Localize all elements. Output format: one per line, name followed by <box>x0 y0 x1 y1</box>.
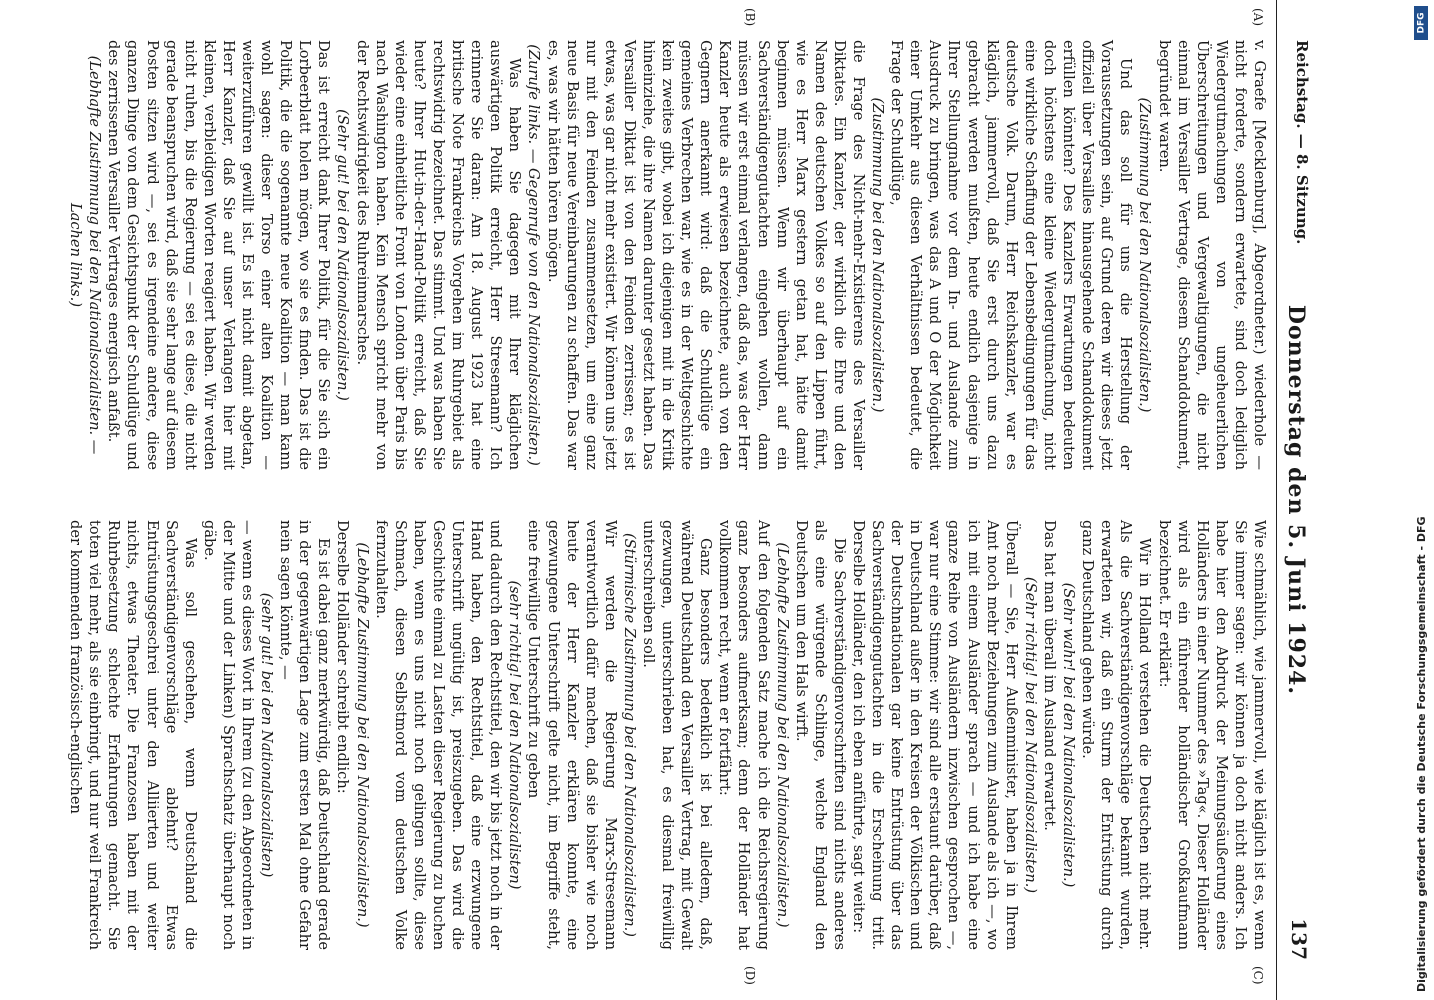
stage-direction: (Stürmische Zustimmung bei den Nationalsozialisten.) <box>620 532 638 938</box>
stage-direction: (sehr gut! bei den Nationalsozialisten) <box>258 592 276 878</box>
dfg-logo <box>1414 6 1428 40</box>
paragraph: Ganz besonders bedenklich ist bei alledem, daß, während Deutschland den Versailler Vertrag, mit Gewalt gezwungen, unterschrieben hat, es diesmal freiwillig unterschreiben soll. <box>640 520 715 950</box>
stage-direction: (Sehr richtig! bei den Nationalsozialisten.) <box>1021 576 1039 894</box>
stage-direction: (sehr richtig! bei den Nationalsozialisten) <box>506 580 524 890</box>
page-header <box>1276 0 1317 1000</box>
paragraph: v. Graefe [Mecklenburg], Abgeordneter.) wiederhole — nicht forderte, sondern erwartete, sind doch lediglich Wiedergutmachungen von ungeheuerlichen Überschreitungen und Vergewaltigungen, die nicht einmal im Versailler Vertrage, diesem Schanddokument, begründet waren. <box>1155 40 1268 470</box>
paragraph: Das hat man überall im Ausland erwartet. <box>1040 520 1058 831</box>
left-column <box>67 40 1269 470</box>
paragraph: Es ist dabei ganz merkwürdig, daß Deutschland gerade in der gegenwärtigen Lage zum ersten Mal ohne Gefahr nein sagen könnte, — <box>277 520 333 950</box>
paragraph: Was soll geschehen, wenn Deutschland die Sachverständigenvorschläge ablehnt? Etwas Entrüstungsgeschrei unter den Alliierten und weiter nichts, etwas Theater. Die Franzosen haben mit der Ruhrbesetzung schlechte Erfahrungen gemacht. Sie toten viel mehr, als sie einbringt, und nur weil Frankreich der kommenden französisch-englischen <box>67 520 199 950</box>
stage-direction: (Zustimmung bei den Nationalsozialisten.) <box>1136 97 1154 413</box>
paragraph: Derselbe Holländer schreibt endlich: <box>334 520 352 794</box>
margin-mark-d: (D) <box>743 966 757 985</box>
right-column <box>67 520 1269 950</box>
paragraph: — wenn es dieses Wort in Ihrem (zu den Abgeordneten in der Mitte und der Linken) Sprachschatz überhaupt noch gäbe. <box>200 520 257 950</box>
paragraph: Die Sachverständigenvorschriften sind nichts anderes als eine würgende Schlinge, welche England den Deutschen um den Hals wirft. <box>792 520 848 950</box>
paragraph: Wie schmählich, wie jammervoll, wie kläglich ist es, wenn Sie immer sagen: wir können ja doch nicht anders. Ich habe hier den Abdruck der Meinungsäußerung eines Holländers in einer Nummer des »Tag«. Dieser Holländer wird als ein führender holländischer Großkaufmann bezeichnet. Er erklärt: <box>1155 520 1268 950</box>
margin-mark-c: (C) <box>1251 966 1265 985</box>
paragraph: Überall — Sie, Herr Außenminister, haben ja in Ihrem Amt noch mehr Beziehungen zum Auslande als ich —, wo ich mit einem Ausländer sprach — und ich habe eine ganze Reihe von Ausländern inzwischen gesprochen —, war nur eine Stimme: wir sind alle erstaunt darüber, daß in Deutschland außer in den Kreisen der Völkischen und der Deutschnationalen gar keine Entrüstung über das Sachverständigengutachten in die Erscheinung tritt. Derselbe Holländer, den ich eben anführte, sagt weiter: <box>850 520 1020 950</box>
paragraph: Wir werden die Regierung Marx-Stresemann verantwortlich dafür machen, daß sie bisher wie noch heute der Herr Kanzler erklären konnte, eine gezwungene Unterschrift gelte nicht, im Begriffe steht, eine freiwillige Unterschrift zu geben <box>525 520 619 950</box>
paragraph: Wir in Holland verstehen die Deutschen nicht mehr. Als die Sachverständigenvorschläge bekannt wurden, erwarteten wir, daß ein Sturm der Entrüstung durch ganz Deutschland gehen würde. <box>1079 520 1154 950</box>
paragraph: Auf den folgenden Satz mache ich die Reichsregierung ganz besonders aufmerksam; denn der Holländer hat vollkommen recht, wenn er fortfährt: <box>716 520 772 950</box>
paragraph: Was haben Sie dagegen mit Ihrer kläglichen auswärtigen Politik erreicht, Herr Stresemann? Ich erinnere Sie daran: Am 18. August 1923 hat eine britische Note Frankreichs Vorgehen im Ruhrgebiet als rechtswidrig bezeichnet. Das stimmt. Und was haben Sie heute? Ihrer Hut-in-der-Hand-Politik erreicht, daß Sie wieder eine einheitliche Front von London über Paris bis nach Washington haben. Kein Mensch spricht mehr von der Rechtswidrigkeit des Ruhreinmarsches. <box>353 40 524 470</box>
margin-mark-a: (A) <box>1251 8 1265 27</box>
stage-direction: (Zurufe links. — Gegenrufe von den Nationalsozialisten.) <box>525 44 543 466</box>
margin-mark-b: (B) <box>743 8 757 27</box>
stage-direction: (Sehr gut! bei den Nationalsozialisten.) <box>334 109 352 401</box>
dfg-logo-label: DFG <box>1416 12 1427 34</box>
dfg-side-note <box>1414 0 1434 1000</box>
rotated-document-sheet <box>67 0 1317 1000</box>
header-date: Donnerstag den 5. Juni 1924. <box>1283 304 1309 696</box>
paragraph: die Frage des Nicht-mehr-Existierens des Versailler Diktates. Ein Kanzler, der wirklich die Ehre und den Namen des deutschen Volkes so auf den Lippen führt, wie es Herr Marx gestern getan hat, hätte damit beginnen müssen. Wenn wir überhaupt auf ein Sachverständigengutachten eingehen wollen, dann müssen wir erst einmal verlangen, daß das, was der Herr Kanzler heute als erwiesen bezeichnete, auch von den Gegnern anerkannt wird: daß die Schuldlüge ein gemeines Verbrechen war, wie es in der Weltgeschichte kein zweites gibt, wobei ich diejenigen mit in die Kritik hineinziehe, die ihre Namen darunter gesetzt haben. Das Versailler Diktat ist von den Feinden zerrissen; es ist etwas, was gar nicht mehr existiert. Wir können uns jetzt nur mit den Feinden zusammensetzen, um eine ganz neue Basis für neue Vereinbarungen zu schaffen. Das war es, was wir hätten hören mögen. <box>544 40 868 470</box>
stage-direction: (Zustimmung bei den Nationalsozialisten.) <box>869 97 887 413</box>
paragraph: und dadurch den Rechtstitel, den wir bis jetzt noch in der Hand haben, den Rechtstitel, daß eine erzwungene Unterschrift ungültig ist, preiszugeben. Das wird die Geschichte einmal zu Lasten dieser Regierung zu buchen haben, wenn es uns nicht noch gelingen sollte, diese Schmach, diesen Selbstmord vom deutschen Volke fernzuhalten. <box>372 520 505 950</box>
paragraph: Das ist erreicht dank Ihrer Politik, für die Sie sich ein Lorbeerblatt holen mögen, wo sie es finden. Das ist die Politik, die die sogenannte neue Koalition — man kann wohl sagen: dieser Torso einer alten Koalition — weiterzuführen gewillt ist. Es ist nicht damit abgetan, Herr Kanzler, daß Sie auf unser Verlangen hier mit kleinen, verbleidigen Worten reagiert haben. Wir werden nicht ruhen, bis die Regierung — sei es diese, die nicht gerade beanspruchen wird, daß sie sehr lange auf diesem Posten sitzen wird —, sei es irgendeine andere, diese ganzen Dinge von dem Gesichtspunkt der Schuldlüge und des zerrissenen Versailler Vertrages energisch anfaßt. <box>105 40 333 470</box>
dfg-note-text: Digitalisierung gefördert durch die Deutsche Forschungsgemeinschaft - DFG <box>1415 516 1428 992</box>
page-number: 137 <box>1287 918 1311 960</box>
header-left: Reichstag. — 8. Sitzung. <box>1293 40 1311 245</box>
stage-direction: (Lebhafte Zustimmung bei den Nationalsozialisten.) <box>353 542 371 928</box>
stage-direction: (Lebhafte Zustimmung bei den Nationalsozialisten. — Lachen links.) <box>67 55 104 455</box>
paragraph: Und das soll für uns die Herstellung der Voraussetzungen sein, auf Grund deren wir dieses jetzt offiziell über Versailles hinausgehende Schanddokument erfüllen könnten? Des Kanzlers Erwartungen bedeuten doch höchstens eine kleine Wiedergutmachung, nicht eine wirkliche Schaffung der Lebensbedingungen für das deutsche Volk. Darum, Herr Reichskanzler, war es kläglich, jammervoll, daß Sie erst durch uns dazu gebracht werden mußten, heute endlich dasjenige in Ihrer Stellungnahme vor dem In- und Auslande zum Ausdruck zu bringen, was das A und O der Möglichkeit einer Umkehr aus diesen Verhältnissen bedeutet, die Frage der Schuldlüge, <box>888 40 1135 470</box>
stage-direction: (Lebhafte Zustimmung bei den Nationalsozialisten.) <box>773 542 791 928</box>
stage-direction: (Sehr wahr! bei den Nationalsozialisten.) <box>1060 582 1078 888</box>
